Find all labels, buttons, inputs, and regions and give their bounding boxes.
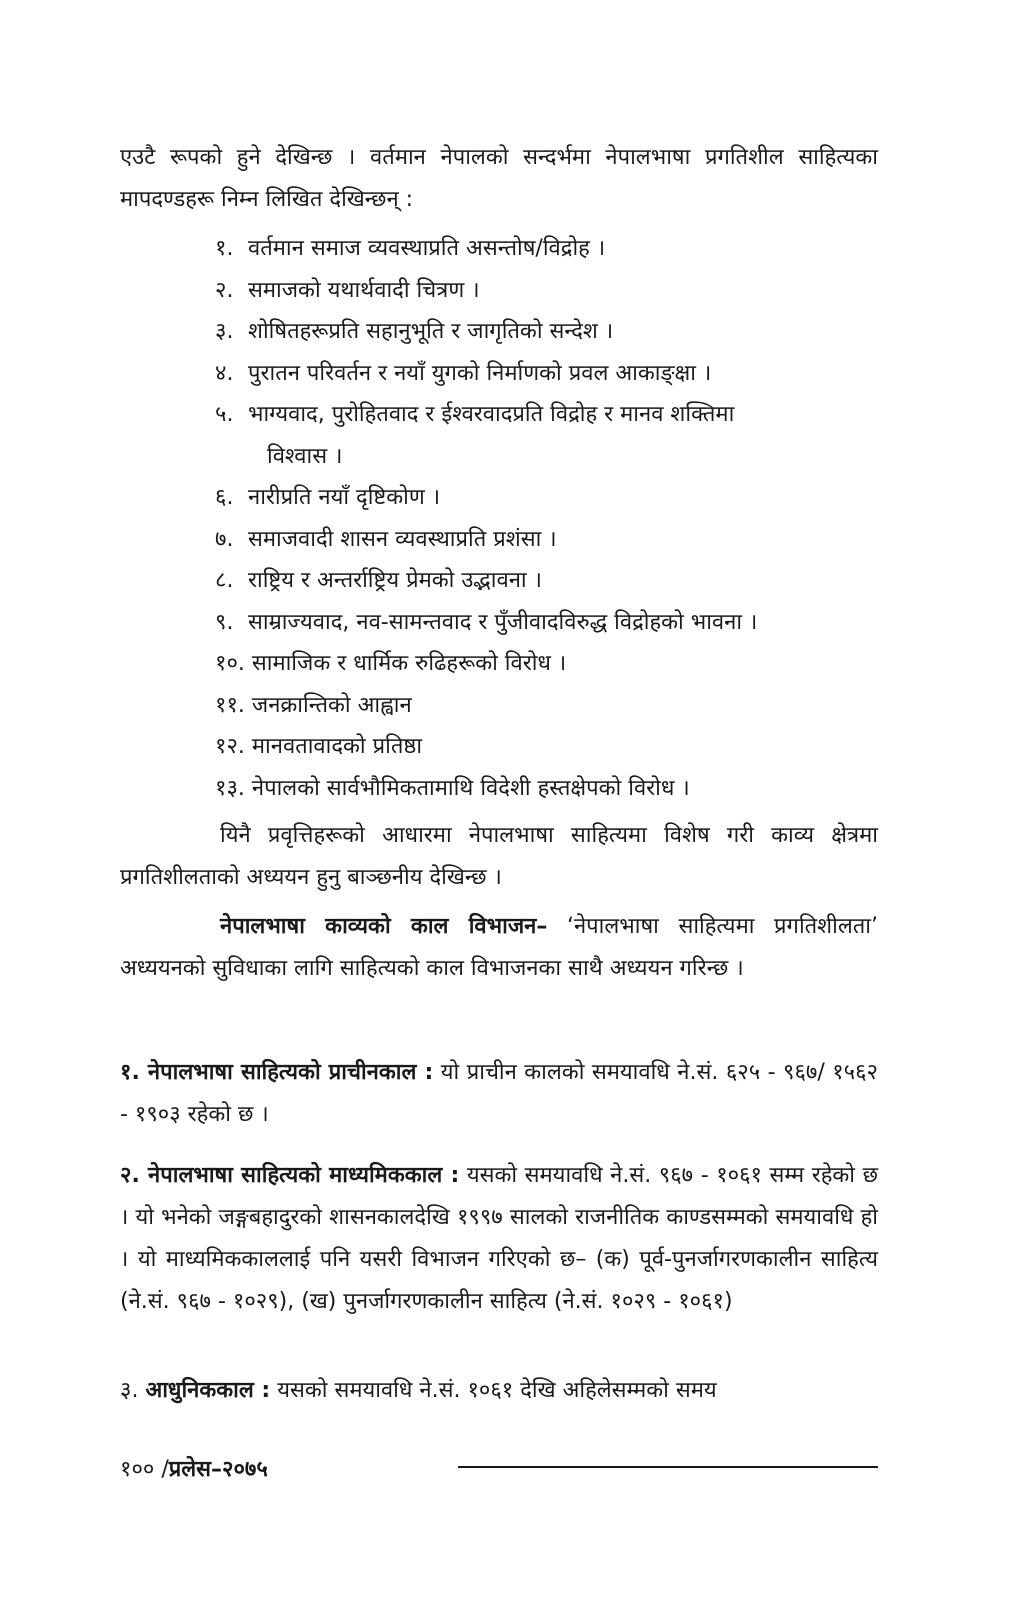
list-item: २. समाजको यथार्थवादी चित्रण । [215,277,480,303]
list-item: ७. समाजवादी शासन व्यवस्थाप्रति प्रशंसा । [215,526,557,552]
list-item: १२. मानवतावादको प्रतिष्ठा [215,734,423,759]
criteria-list [215,228,880,809]
list-item: १३. नेपालको सार्वभौमिकतामाथि विदेशी हस्तक्षेपको विरोध । [215,775,690,801]
journal-name: प्रलेस–२०७५ [168,1457,268,1482]
section-heading: नेपालभाषा काव्यको काल विभाजन– [220,914,548,939]
period3-heading: आधुनिककाल : [145,1378,271,1403]
period2-heading: २. नेपालभाषा साहित्यको माध्यमिककाल : [120,1163,460,1188]
page-number: १०० [120,1457,155,1482]
list-item: ९. साम्राज्यवाद, नव-सामन्तवाद र पुँजीवादविरुद्ध विद्रोहको भावना । [215,609,758,635]
list-item: ११. जनक्रान्तिको आह्वान [215,692,412,718]
section-paragraph: नेपालभाषा काव्यको काल विभाजन– ‘नेपालभाषा साहित्यमा प्रगतिशीलता’ अध्ययनको सुविधाका लागि साहित्यको काल विभाजनका साथै अध्ययन गरिन्छ । [120,914,878,981]
summary-paragraph: यिनै प्रवृत्तिहरूको आधारमा नेपालभाषा साहित्यमा विशेष गरी काव्य क्षेत्रमा प्रगतिशीलताको अध्ययन हुनु बाञ्छनीय देखिन्छ । [120,823,878,890]
footer-rule [458,1466,878,1468]
list-item: ३. शोषितहरूप्रति सहानुभूति र जागृतिको सन्देश । [215,319,614,344]
intro-paragraph [120,137,878,221]
list-item: ६. नारीप्रति नयाँ दृष्टिकोण । [215,485,441,510]
period3-paragraph: ३. आधुनिककाल : यसको समयावधि ने.सं. १०६१ देखि अहिलेसम्मको समय [120,1378,717,1403]
period1-paragraph: १. नेपालभाषा साहित्यको प्राचीनकाल : यो प्राचीन कालको समयावधि ने.सं. ६२५ - ९६७/ १५६२ - १९०३ रहेको छ । [120,1060,878,1127]
period2-paragraph: २. नेपालभाषा साहित्यको माध्यमिककाल : यसको समयावधि ने.सं. ९६७ - १०६१ सम्म रहेको छ । यो भनेको जङ्गबहादुरको शासनकालदेखि १९९७ सालको राजनीतिक काण्डसम्मको समयावधि हो । यो माध्यमिककाललाई पनि यसरी विभाजन गरिएको छ– (क) पूर्व-पुनर्जागरणकालीन साहित्य (ने.सं. ९६७ - १०२९), (ख) पुनर्जागरणकालीन साहित्य (ने.सं. १०२९ - १०६१) [120,1163,878,1314]
list-item: १०. सामाजिक र धार्मिक रुढिहरूको विरोध । [215,651,567,676]
page-footer: १०० /प्रलेस–२०७५ [120,1457,268,1482]
list-item: १. वर्तमान समाज व्यवस्थाप्रति असन्तोष/विद्रोह । [215,236,606,261]
intro-text: एउटै रूपको हुने देखिन्छ । वर्तमान नेपालको सन्दर्भमा नेपालभाषा प्रगतिशील साहित्यका मापदण्डहरू निम्न लिखित देखिन्छन् : [120,145,878,212]
list-item: ५. भाग्यवाद, पुरोहितवाद र ईश्वरवादप्रति विद्रोह र मानव शक्तिमा विश्वास । [215,402,735,469]
list-item: ४. पुरातन परिवर्तन र नयाँ युगको निर्माणको प्रवल आकाङ्क्षा । [215,360,712,386]
period1-heading: १. नेपालभाषा साहित्यको प्राचीनकाल : [120,1060,434,1085]
list-item: ८. राष्ट्रिय र अन्तर्राष्ट्रिय प्रेमको उद्भावना । [215,568,542,593]
